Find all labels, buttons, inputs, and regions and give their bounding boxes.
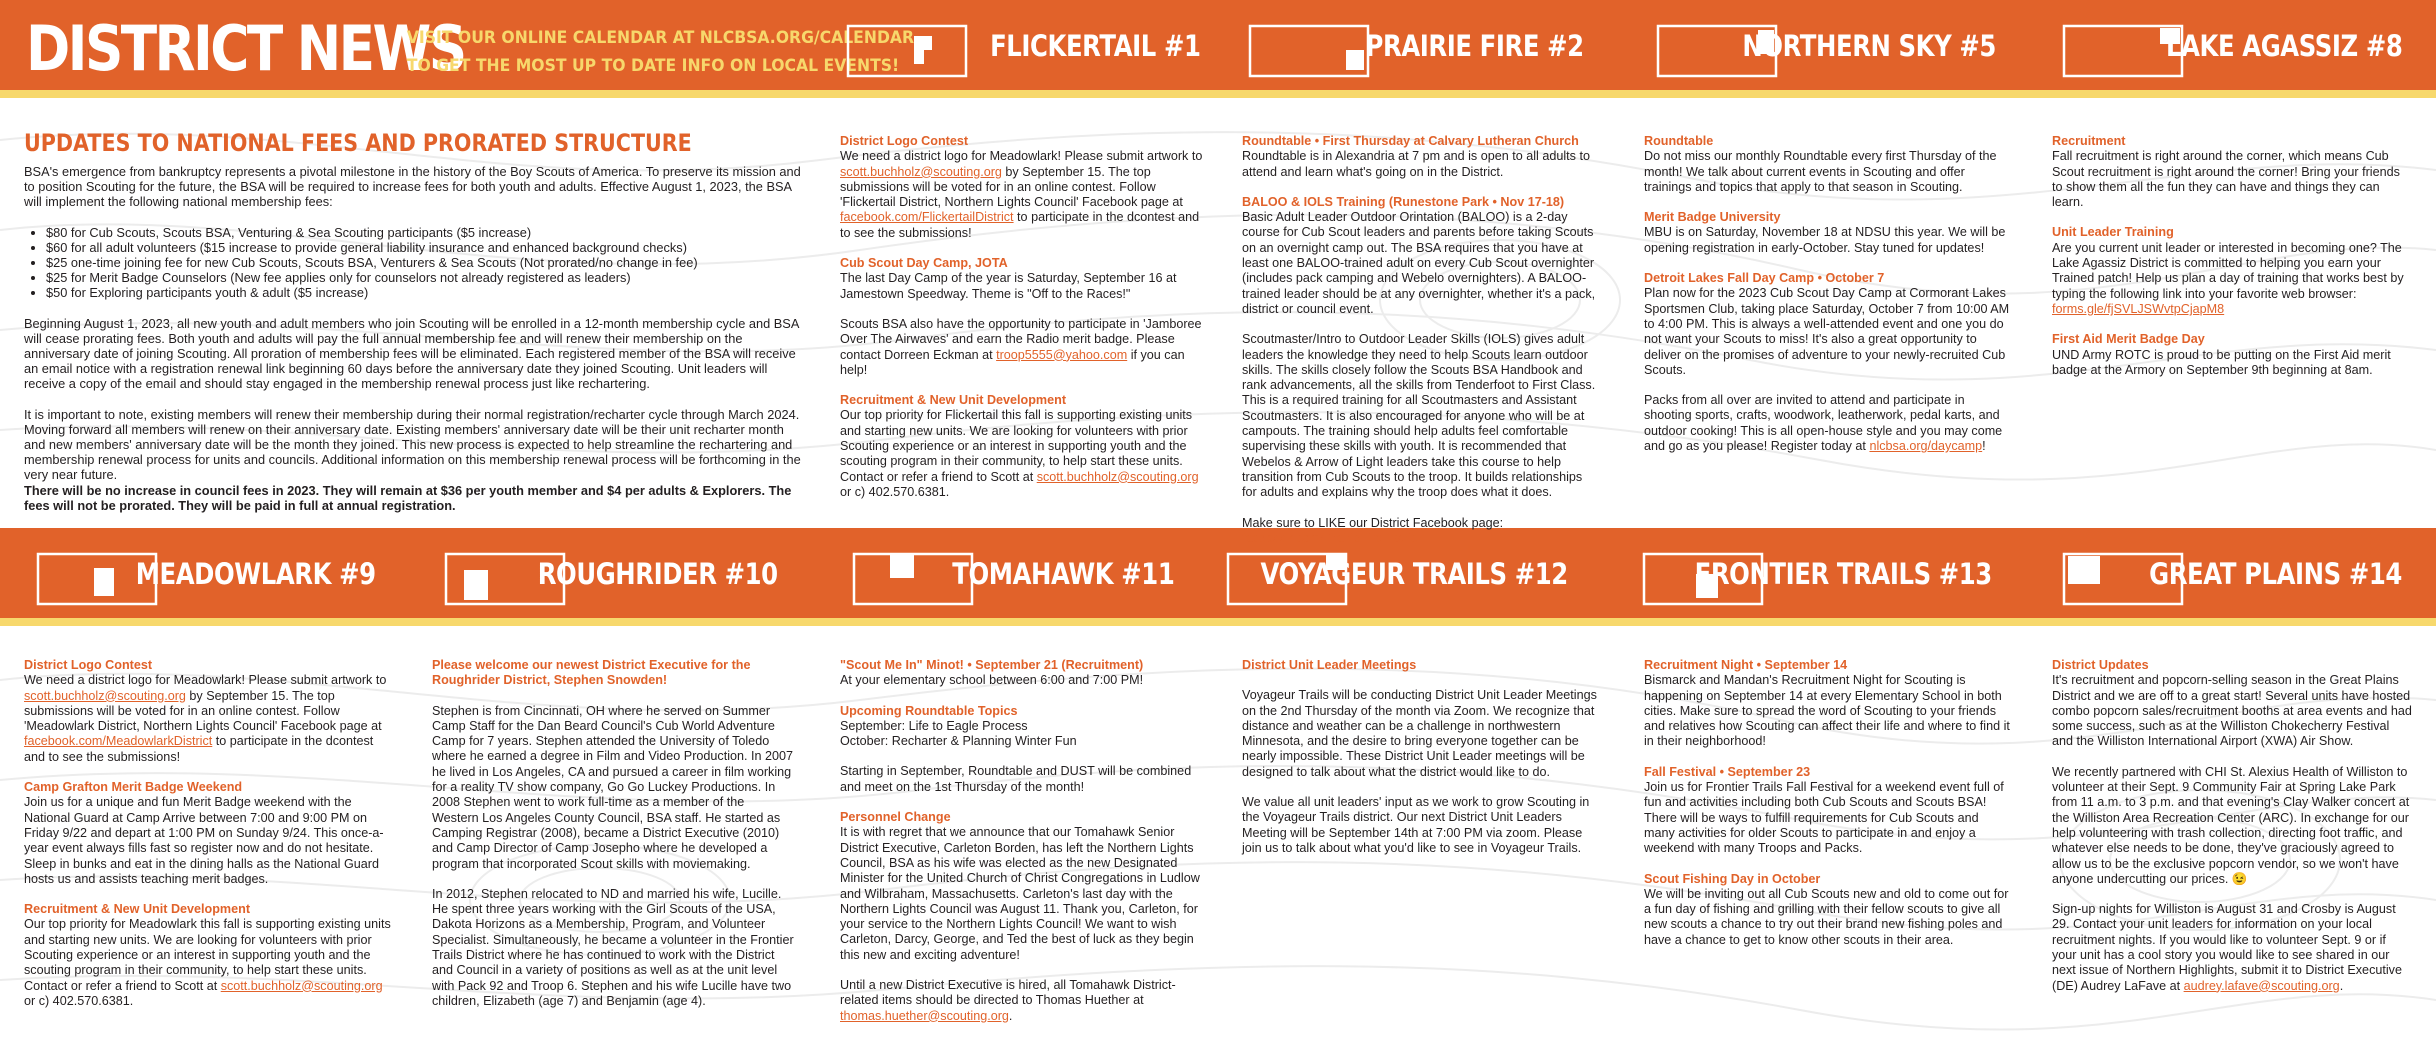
article <box>24 780 394 887</box>
article: Starting in September, Roundtable and DUST will be combined and meet on the 1st Thursday of the month! <box>840 764 1192 794</box>
email-link[interactable]: scott.buchholz@scouting.org <box>1036 469 1199 484</box>
article <box>1644 210 2012 256</box>
training-form-link[interactable]: forms.gle/fjSVLJSWvtpCjapM8 <box>2052 301 2225 316</box>
article-text: Fall recruitment is right around the corner, which means Cub Scout recruitment is right around the corner! Bring your friends to show them all the fun they can have and things they can learn. <box>2052 149 2400 210</box>
article-heading: Please welcome our newest District Executive for the Roughrider District, Stephen Snowden! <box>432 658 751 688</box>
district-name-great-plains: GREAT PLAINS #14 <box>2149 557 2402 591</box>
calendar-notice-line2: TO GET THE MOST UP TO DATE INFO ON LOCAL EVENTS! <box>406 56 900 76</box>
article-text: if you can help! <box>840 347 1185 377</box>
district-name-voyageur-trails: VOYAGEUR TRAILS #12 <box>1260 557 1568 591</box>
article-text: Basic Adult Leader Outdoor Orintation (BALOO) is a 2-day course for Cub Scout leaders and parents before taking Scouts on an overnight camp out. The BSA requires that you have at least one BALOO-trained adult on every Cub Scout overnighter (includes pack camping and Webelo overnighters). A BALOO-trained leader should be at any overnighter, whether it's a pack, district or council event. <box>1242 210 1596 316</box>
fees-list-item: • $25 one-time joining fee for new Cub Scouts, Scouts BSA, Venturers & Sea Scouts (Not prorated/no change in fee) <box>46 255 804 270</box>
article <box>840 134 1210 241</box>
fees-list <box>46 225 804 301</box>
article-heading: Recruitment <box>2052 134 2126 148</box>
district-header-frontier-trails <box>1640 528 2002 618</box>
article-heading: Recruitment & New Unit Development <box>24 902 251 917</box>
fees-article <box>24 128 804 528</box>
article <box>2052 902 2412 994</box>
article <box>1644 765 2012 857</box>
article <box>1644 271 2012 378</box>
fees-list-item: • $80 for Cub Scouts, Scouts BSA, Venturing & Sea Scouting participants ($5 increase) <box>46 225 804 240</box>
article: We value all unit leaders' input as we work to grow Scouting in the Voyageur Trails district. Our next District Unit Leaders Meeting will be September 14th at 7:00 PM via zoom. Please join us to talk about what you'd like to see in Voyageur Trails. <box>1242 795 1590 855</box>
article <box>840 317 1210 378</box>
article-heading: District Logo Contest <box>24 658 153 672</box>
article-text: or c) 402.570.6381. <box>840 484 950 499</box>
roughrider-column <box>432 658 794 1024</box>
article-text: Do not miss our monthly Roundtable every first Thursday of the month! We talk about current events in Scouting and offer trainings and topics that apply to that season in Scouting. <box>1644 149 1997 194</box>
article-heading: Personnel Change <box>840 810 951 825</box>
lake-agassiz-column <box>2052 134 2412 393</box>
great-plains-column <box>2052 658 2412 1009</box>
article-heading: Cub Scout Day Camp, JOTA <box>840 256 1008 271</box>
fees-paragraph: It is important to note, existing members will renew their membership during their normal registration/recharter cycle through March 2024. Moving forward all members will renew on their anniversary date. Existing members' anniversary date will be their unit recharter month and new members' anniversary date will be the month they joined. This new process is expected to help streamline the rechartering and membership renewal process for units and councils. Additional information on this membership renewal process will be forthcoming in the very near future. <box>24 406 801 483</box>
article <box>840 658 1202 689</box>
district-name-prairie-fire: PRAIRIE FIRE #2 <box>1365 29 1584 63</box>
article-text: by September 15. The top submissions will be voted for in an online contest. Follow 'Flickertail District, Northern Lights Council' Facebook page at <box>840 164 1183 210</box>
article <box>2052 658 2412 750</box>
district-name-lake-agassiz: LAKE AGASSIZ #8 <box>2165 29 2402 63</box>
article <box>1644 393 2012 454</box>
article-heading: First Aid Merit Badge Day <box>2052 332 2205 347</box>
article-text: At your elementary school between 6:00 and 7:00 PM! <box>840 673 1144 688</box>
article-heading: District Unit Leader Meetings <box>1242 658 1417 672</box>
article-text: . <box>2339 978 2344 993</box>
article <box>2052 332 2412 378</box>
calendar-notice <box>406 24 915 80</box>
article-text: to participate in the dcontest and to see the submissions! <box>24 734 374 764</box>
fees-article-title: UPDATES TO NATIONAL FEES AND PRORATED STRUCTURE <box>24 129 692 157</box>
article-heading: Upcoming Roundtable Topics <box>840 703 1018 718</box>
fees-list-item: • $50 for Exploring participants youth & adult ($5 increase) <box>46 285 804 300</box>
article: Stephen is from Cincinnati, OH where he served on Summer Camp Staff for the Dan Beard Council's Cub World Adventure Camp for 7 years. Stephen attended the University of Toledo where he earned a degree in Film and Video Production. In 2007 he lived in Los Angeles, CA and pursued a career in film working for a reality TV show company, Go Go Luckey Productions. In 2008 Stephen went to work full-time as a member of the Western Los Angeles County Council, BSA staff. He started as Camping Registrar (2008), became a District Executive (2010) and Camp Director of Camp Josepho where he developed a program that incorporated Scout skills with moviemaking. <box>432 703 794 871</box>
article-text: by September 15. The top submissions will be voted for in an online contest. Follow 'Meadowlark District, Northern Lights Council' Facebook page at <box>24 688 382 734</box>
article: We recently partnered with CHI St. Alexius Health of Williston to volunteer at their Sept. 9 Community Fair at Spring Lake Park from 11 a.m. to 3 p.m. and that evening's Clay Walker concert at the Williston Area Recreation Center (ARC). In exchange for our help volunteering with trash collection, directing foot traffic, and whatever else needs to be done, they've graciously agreed to allow us to be the exclusive popcorn vendor, so we won't have anyone undercutting our prices. 😉 <box>2052 764 2410 886</box>
district-header-lake-agassiz <box>2060 0 2412 90</box>
article-heading: Recruitment & New Unit Development <box>840 393 1067 408</box>
article <box>24 658 394 765</box>
article-text: We need a district logo for Meadowlark! Please submit artwork to <box>840 149 1203 164</box>
facebook-link[interactable]: facebook.com/FlickertailDistrict <box>840 210 1014 225</box>
article-heading: Camp Grafton Merit Badge Weekend <box>24 780 243 795</box>
facebook-link[interactable]: facebook.com/MeadowlarkDistrict <box>24 734 213 749</box>
article-text: ! <box>1982 439 1986 454</box>
article-text: Plan now for the 2023 Cub Scout Day Camp at Cormorant Lakes Sportsmen Club, taking place Saturday, October 7 from 10:00 AM to 4:00 PM. This is always a well-attended event and one you do not want your Scouts to miss! It's also a great opportunity to deliver on the promises of adventure to your newly-recruited Cub Scouts. <box>1644 286 2010 377</box>
registration-link[interactable]: nlcbsa.org/daycamp <box>1869 439 1983 454</box>
article-text: Bismarck and Mandan's Recruitment Night for Scouting is happening on September 14 at every Elementary School in both cities. Make sure to spread the word of Scouting to your friends and relatives how Scouting can affect their life and where to find it in their neighborhood! <box>1644 673 2010 749</box>
article: Scoutmaster/Intro to Outdoor Leader Skills (IOLS) gives adult leaders the knowledge they need to help Scouts learn outdoor skills. The skills closely follow the Scouts BSA Handbook and rank advancements, all the skills from Tenderfoot to First Class. This is a required training for all Scoutmasters and Assistant Scoutmasters. It is also encouraged for anyone who will be at campouts. The training should help adults feel comfortable supervising these skills with youth. It is recommended that Webelos & Arrow of Light leaders take this course to help transition from Cub Scouts to the troop. It builds relationships for adults and explains why the troop does what it does. <box>1242 332 1596 500</box>
district-news-title: DISTRICT NEWS <box>26 12 465 85</box>
article-text: Are you current unit leader or interested in becoming one? The Lake Agassiz District is committed to helping you earn your Trained patch! Help us plan a day of training that works best by typing the following link into your favorite web browser: <box>2052 240 2404 301</box>
prairie-fire-column <box>1242 134 1598 561</box>
frontier-trails-column <box>1644 658 2012 963</box>
article-text: to participate in the dcontest and to see the submissions! <box>840 210 1200 240</box>
voyageur-trails-column <box>1242 658 1598 871</box>
facebook-link[interactable]: facebook.com/PrairieFireDistrict <box>1242 530 1421 545</box>
district-header-prairie-fire <box>1246 0 1594 90</box>
calendar-notice-line1: VISIT OUR ONLINE CALENDAR AT NLCBSA.ORG/CALENDAR <box>406 28 915 48</box>
email-link[interactable]: scott.buchholz@scouting.org <box>840 164 1002 179</box>
state-map-flickertail-icon <box>844 20 970 82</box>
article <box>1242 195 1598 317</box>
middle-header-band <box>0 528 2436 626</box>
article <box>840 256 1210 302</box>
district-header-tomahawk <box>850 528 1184 618</box>
article <box>840 810 1202 963</box>
article-text: or c) 402.570.6381. <box>24 993 134 1008</box>
meadowlark-column <box>24 658 394 1024</box>
article-text: Join us for Frontier Trails Fall Festival for a weekend event full of fun and activities including both Cub Scouts and Scouts BSA! There will be ways to fulfill requirements for Cub Scouts and many activities for older Scouts to participate in and enjoy a weekend with many Troops and Packs. <box>1644 780 2004 856</box>
fees-list-item: • $25 for Merit Badge Counselors (New fee applies only for counselors not already registered as leaders) <box>46 270 804 285</box>
email-link[interactable]: thomas.huether@scouting.org <box>840 1008 1009 1023</box>
article <box>1242 516 1598 547</box>
fees-paragraph: Beginning August 1, 2023, all new youth and adult members who join Scouting will be enrolled in a 12-month membership cycle and BSA will cease prorating fees. Both youth and adults will pay the full annual membership fee and will renew their membership on the anniversary date of joining Scouting. All proration of membership fees will be eliminated. Each registered member of the BSA will receive an email notice with a registration renewal link beginning 60 days before the anniversary date they joined Scouting. Unit leaders will receive a copy of the email and should stay engaged in the membership renewal process just like rechartering. <box>24 315 799 392</box>
article: Voyageur Trails will be conducting District Unit Leader Meetings on the 2nd Thursday of the month via Zoom. We recognize that distance and weather can be a challenge in northwestern Minnesota, and the desire to bring everyone together can be nearly impossible. These District Unit Leader meetings will be designed to talk about what the district would like to do. <box>1242 688 1597 779</box>
article-text: Sign-up nights for Williston is August 31 and Crosby is August 29. Contact your unit leaders for information on your local recruitment nights. If you would like to volunteer Sept. 9 or if your unit has a cool story you would like to see shared in our next issue of Northern Highlights, submit it to District Executive (DE) Audrey LaFave at <box>2052 902 2402 993</box>
article-heading: Merit Badge University <box>1644 210 1781 225</box>
article-text: It's recruitment and popcorn-selling season in the Great Plains District and we are off to a great start! Several units have hosted combo popcorn sales/recruitment booths at area events and had some success, such as at the Williston Chokecherry Festival and the Williston International Airport (XWA) Air Show. <box>2052 673 2412 749</box>
article <box>1644 658 2012 750</box>
article-heading: Roundtable <box>1644 134 1714 148</box>
article-heading: Scout Fishing Day in October <box>1644 871 1821 886</box>
district-header-northern-sky <box>1654 0 2006 90</box>
article-heading: BALOO & IOLS Training (Runestone Park • Nov 17-18) <box>1242 194 1565 209</box>
fees-council-note: There will be no increase in council fees in 2023. They will remain at $36 per youth member and $4 per adults & Explorers. The fees will not be prorated. They will be paid in full at annual registration. <box>24 482 792 513</box>
district-name-frontier-trails: FRONTIER TRAILS #13 <box>1694 557 1992 591</box>
article-text: Roundtable is in Alexandria at 7 pm and is open to all adults to attend and learn what's going on in the District. <box>1242 149 1590 179</box>
article-text: It is with regret that we announce that our Tomahawk Senior District Executive, Carleton Borden, has left the Northern Lights Council, BSA as his wife was elected as the new Designated Minister for the United Church of Christ Congregations in Ludlow and Wilbraham, Massachusetts. Carleton's last day with the Northern Lights Council was August 11. Thank you, Carleton, for your service to the Northern Lights Council! We want to wish Carleton, Darcy, George, and Ted the best of luck as they begin this new and exciting adventure! <box>840 825 1200 962</box>
district-header-flickertail <box>844 0 1210 90</box>
article-text: Until a new District Executive is hired, all Tomahawk District-related items should be directed to Thomas Huether at <box>840 978 1176 1008</box>
article-text: Packs from all over are invited to attend and participate in shooting sports, crafts, woodwork, leatherwork, pedal karts, and outdoor cooking! This is all open-house style and you may come and go as you please! Register today at <box>1644 393 2003 454</box>
article-text: UND Army ROTC is proud to be putting on the First Aid merit badge at the Armory on September 9th beginning at 8am. <box>2052 347 2391 377</box>
article-text: Join us for a unique and fun Merit Badge weekend with the National Guard at Camp Arrive between 7:00 and 9:00 PM on Friday 9/22 and depart at 1:00 PM on Sunday 9/24. This once-a-year event always fills fast so register now and do not hesitate. Sleep in bunks and eat in the dining halls as the National Guard hosts us and assists teaching merit badges. <box>24 795 384 886</box>
article <box>2052 134 2412 210</box>
district-name-roughrider: ROUGHRIDER #10 <box>538 557 778 591</box>
northern-sky-column <box>1644 134 2012 469</box>
article-text: Scouts BSA also have the opportunity to participate in 'Jamboree Over The Airwaves' and earn the Radio merit badge. Please contact Dorreen Eckman at <box>840 316 1202 362</box>
article-text: September: Life to Eagle Process <box>840 718 1028 733</box>
article-text: We will be inviting out all Cub Scouts new and old to come out for a fun day of fishing and grilling with their fellow scouts to give all new scouts a chance to try out their brand new fishing poles and have a chance to get to know other scouts in their area. <box>1644 886 2009 947</box>
district-name-tomahawk: TOMAHAWK #11 <box>951 557 1174 591</box>
article-heading: District Updates <box>2052 658 2149 672</box>
article <box>840 393 1210 500</box>
flickertail-column <box>840 134 1210 515</box>
article <box>1242 134 1598 180</box>
district-name-flickertail: FLICKERTAIL #1 <box>989 29 1200 63</box>
article-text: . <box>1008 1008 1013 1023</box>
article-heading: Roundtable • First Thursday at Calvary Lutheran Church <box>1242 134 1579 148</box>
article-heading: Recruitment Night • September 14 <box>1644 658 1848 672</box>
email-link[interactable]: scott.buchholz@scouting.org <box>220 978 383 993</box>
article-text: Our top priority for Flickertail this fall is supporting existing units and starting new units. We are looking for volunteers with prior Scouting experience or an interest in supporting youth and the scouting program in their community, to help start these units. Contact or refer a friend to Scott at <box>840 408 1193 484</box>
article-heading: Detroit Lakes Fall Day Camp • October 7 <box>1644 271 1885 286</box>
district-name-northern-sky: NORTHERN SKY #5 <box>1742 29 1996 63</box>
article <box>840 978 1202 1024</box>
district-header-meadowlark <box>34 528 386 618</box>
tomahawk-column <box>840 658 1202 1039</box>
email-link[interactable]: scott.buchholz@scouting.org <box>24 688 186 703</box>
article <box>1644 134 2012 195</box>
top-header-band <box>0 0 2436 98</box>
district-name-meadowlark: MEADOWLARK #9 <box>136 557 376 591</box>
article-text: The last Day Camp of the year is Saturday, September 16 at Jamestown Speedway. Theme is "Off to the Races!" <box>840 271 1177 301</box>
article-text: October: Recharter & Planning Winter Fun <box>840 734 1077 749</box>
article-text: Our top priority for Meadowlark this fall is supporting existing units and starting new units. We are looking for volunteers with prior Scouting experience or an interest in supporting youth and the scouting program in their community, to help start these units. Contact or refer a friend to Scott at <box>24 917 391 993</box>
fees-paragraph: BSA's emergence from bankruptcy represents a pivotal milestone in the history of the Boy Scouts of America. To preserve its mission and to position Scouting for the future, the BSA will be required to increase fees for both youth and adults. Effective August 1, 2023, the BSA will implement the following national membership fees: <box>24 164 801 210</box>
article-heading: Fall Festival • September 23 <box>1644 764 1811 779</box>
article <box>24 902 394 1009</box>
article-text: MBU is on Saturday, November 18 at NDSU this year. We will be opening registration in early-October. Stay tuned for updates! <box>1644 225 2006 255</box>
email-link[interactable]: audrey.lafave@scouting.org <box>2183 978 2340 993</box>
article-heading: District Logo Contest <box>840 134 969 148</box>
article-text: We need a district logo for Meadowlark! Please submit artwork to <box>24 673 387 688</box>
state-map-prairie-fire-icon <box>1246 20 1372 82</box>
article-heading: Unit Leader Training <box>2052 225 2174 240</box>
fees-list-item: • $60 for all adult volunteers ($15 increase to provide general liability insurance and enhanced background checks) <box>46 240 804 255</box>
article-heading: "Scout Me In" Minot! • September 21 (Recruitment) <box>840 658 1144 672</box>
article <box>2052 225 2412 317</box>
article: In 2012, Stephen relocated to ND and married his wife, Lucille. He spent three years working with the Girl Scouts of the USA, Dakota Horizons as a Membership, Program, and Volunteer Specialist. Simultaneously, he became a volunteer in the Frontier Trails District where he has continued to work with the District and Council in a variety of positions as well as at the unit level with Pack 92 and Troop 6. Stephen and his wife Lucille have two children, Elizabeth (age 7) and Benjamin (age 4). <box>432 886 794 1008</box>
district-header-roughrider <box>442 528 788 618</box>
district-header-great-plains <box>2060 528 2412 618</box>
article <box>1644 872 2012 948</box>
email-link[interactable]: troop5555@yahoo.com <box>996 347 1128 362</box>
article <box>840 704 1202 750</box>
article-text: Make sure to LIKE our District Facebook page: <box>1242 515 1504 530</box>
